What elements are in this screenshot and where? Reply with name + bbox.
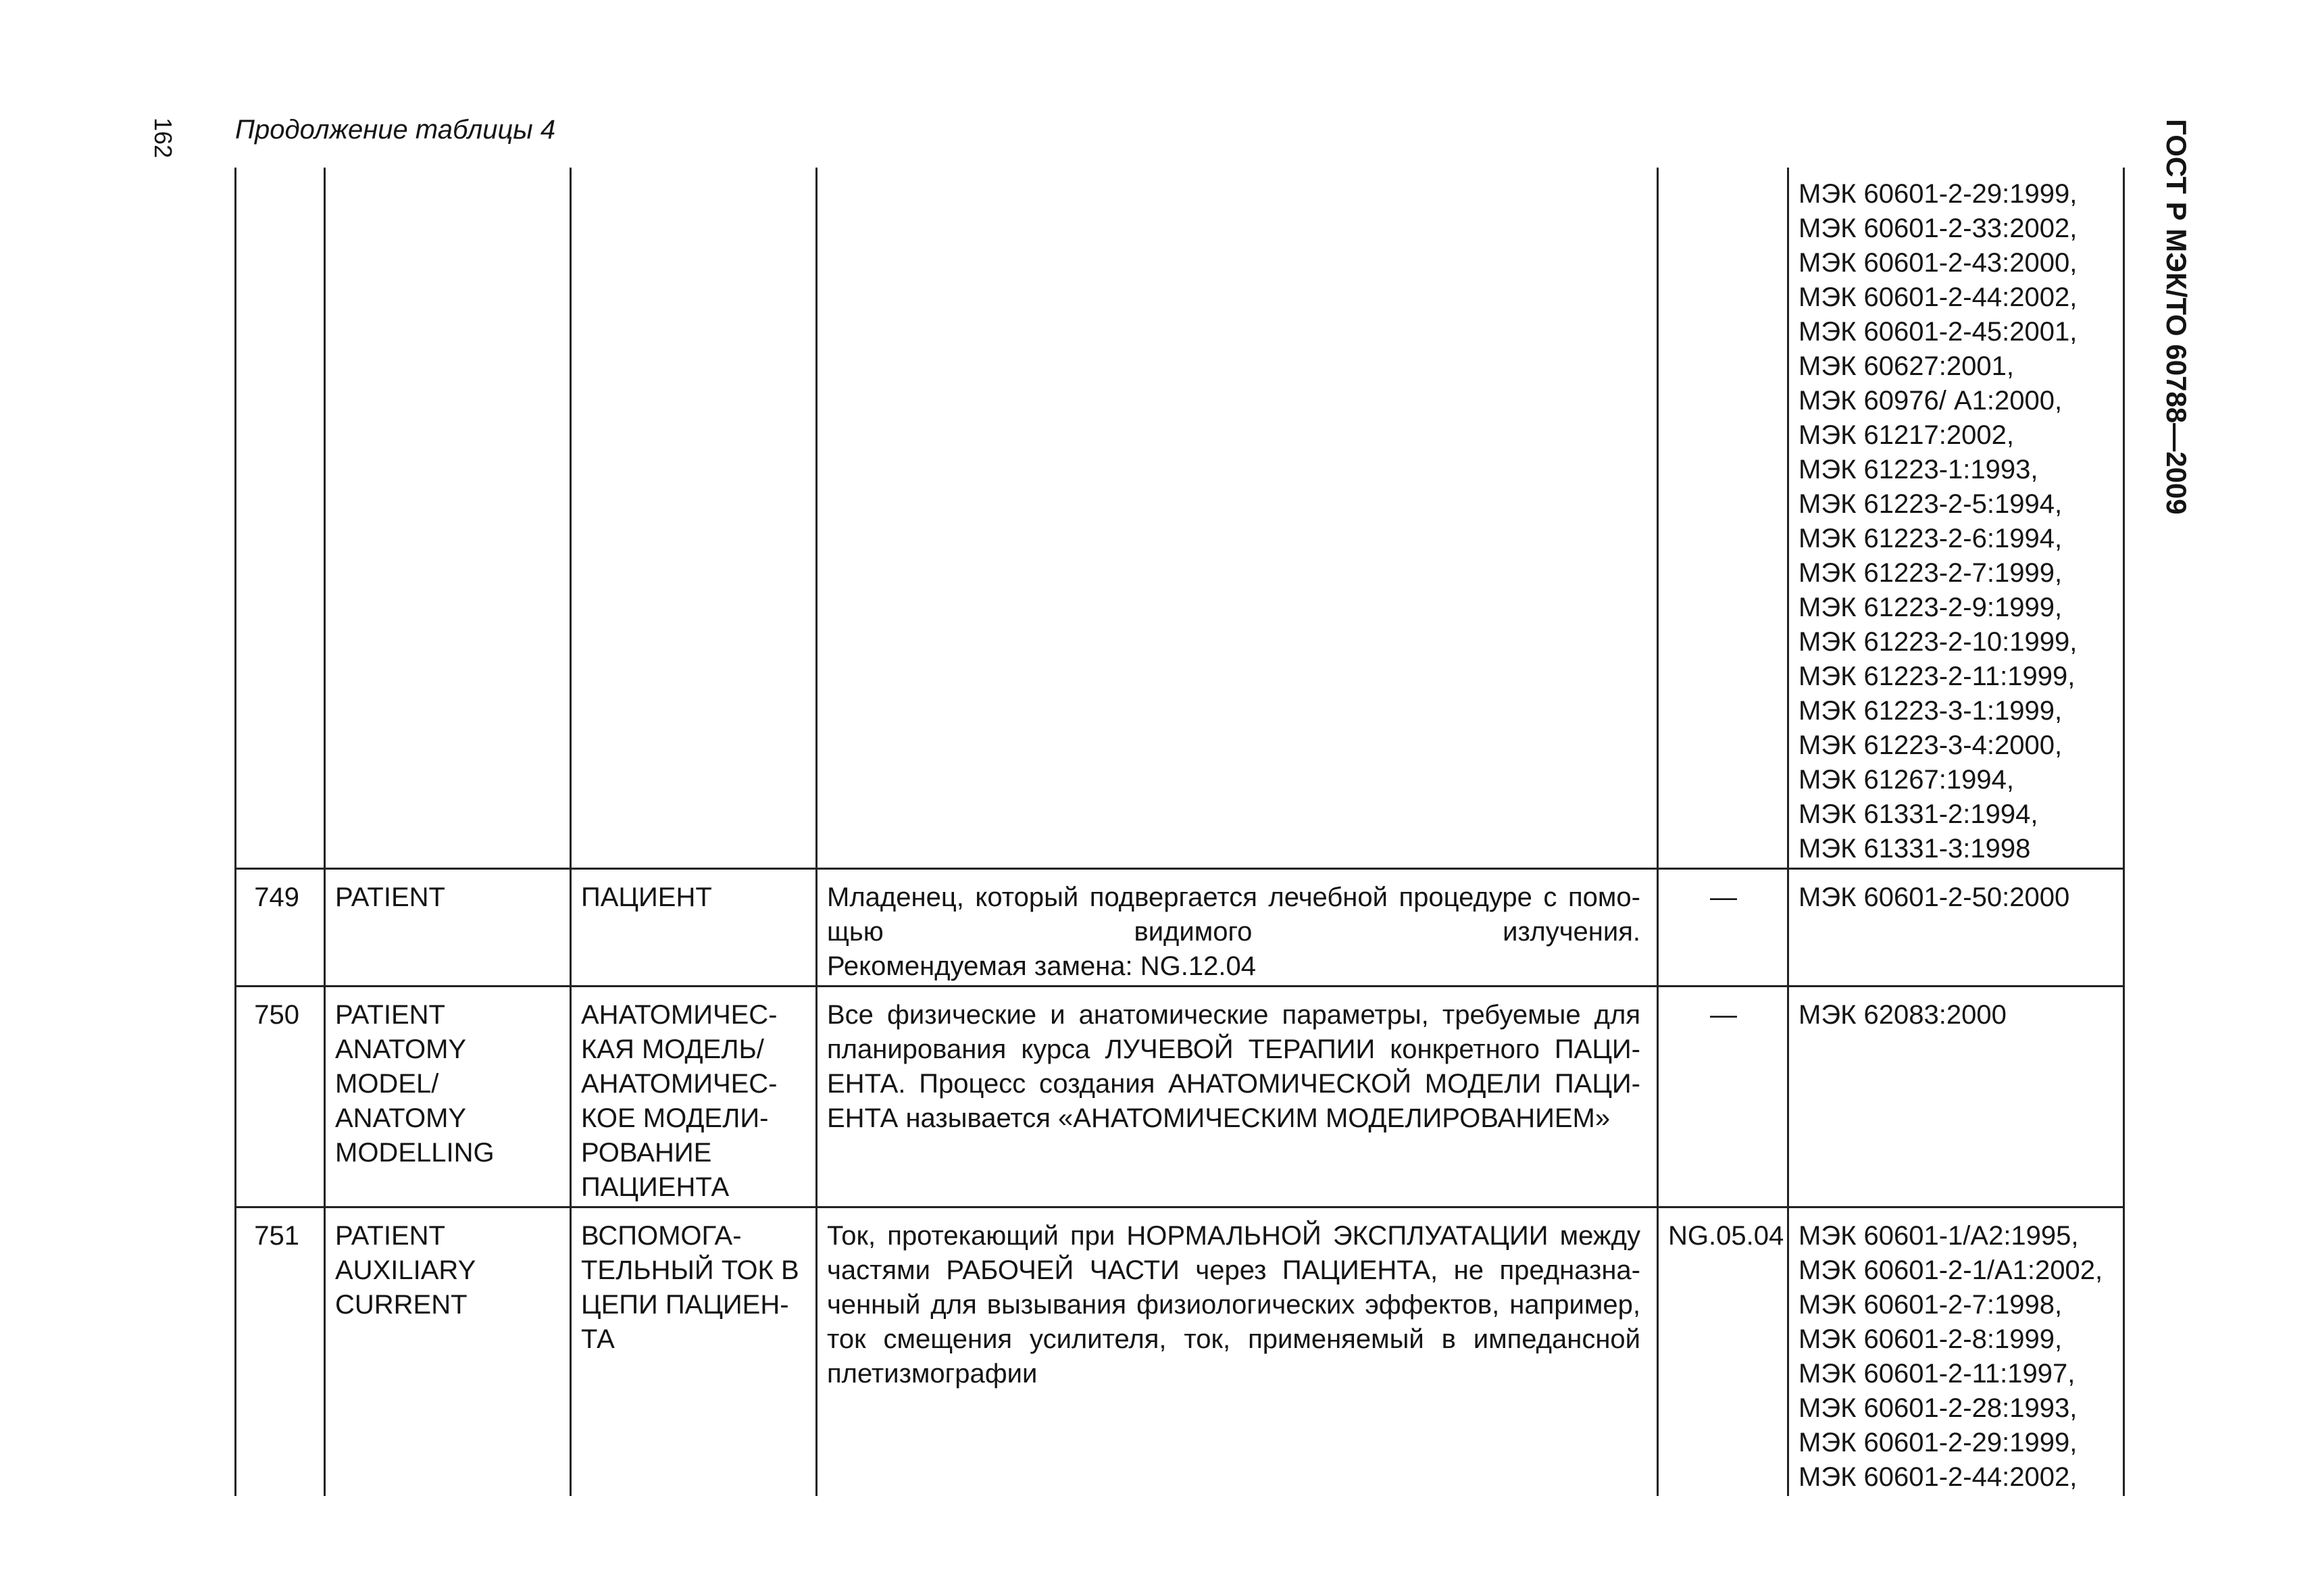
term-definition	[817, 869, 1658, 987]
page-number: 162	[149, 118, 177, 159]
term-russian-line: ПАЦИЕНТА	[581, 1172, 730, 1202]
term-definition-line: щью видимого излучения.	[827, 917, 1640, 947]
term-references-line: МЭК 60601-2-8:1999,	[1799, 1324, 2063, 1354]
term-english	[325, 168, 571, 869]
term-definition-line: Ток, протекающий при НОРМАЛЬНОЙ ЭКСПЛУАТАЦИИ между	[827, 1221, 1640, 1251]
term-references-line: МЭК 61331-3:1998	[1799, 834, 2031, 864]
term-russian	[571, 869, 817, 987]
table-caption: Продолжение таблицы 4	[235, 115, 556, 145]
term-references-line: МЭК 60601-2-7:1998,	[1799, 1290, 2063, 1320]
term-number	[236, 168, 325, 869]
term-english	[325, 869, 571, 987]
term-english	[325, 1207, 571, 1497]
term-definition-line: ченный для вызывания физиологических эффектов, например,	[827, 1290, 1640, 1320]
term-russian-line: КОЕ МОДЕЛИ-	[581, 1103, 769, 1133]
term-references-line: МЭК 61223-2-9:1999,	[1799, 593, 2063, 622]
term-definition-line: Рекомендуемая замена: NG.12.04	[827, 951, 1256, 981]
table-row	[236, 987, 2124, 1207]
term-russian-line: ЦЕПИ ПАЦИЕН-	[581, 1290, 789, 1320]
term-number: 751	[236, 1207, 325, 1497]
term-definition-line: планирования курса ЛУЧЕВОЙ ТЕРАПИИ конкретного ПАЦИ-	[827, 1034, 1640, 1064]
term-references	[1788, 869, 2124, 987]
term-references-line: МЭК 61223-2-5:1994,	[1799, 489, 2063, 519]
term-references-line: МЭК 61267:1994,	[1799, 765, 2014, 795]
table-row	[236, 1207, 2124, 1497]
term-references-line: МЭК 61223-3-1:1999,	[1799, 696, 2063, 726]
term-russian-line: ТА	[581, 1324, 615, 1354]
term-code	[1658, 168, 1788, 869]
term-russian	[571, 987, 817, 1207]
term-english-line: PATIENT	[335, 882, 445, 912]
term-definition-line: Все физические и анатомические параметры, требуемые для	[827, 1000, 1640, 1030]
term-number: 750	[236, 987, 325, 1207]
term-definition-line: частями РАБОЧЕЙ ЧАСТИ через ПАЦИЕНТА, не предназна-	[827, 1255, 1640, 1285]
term-code: —	[1658, 869, 1788, 987]
term-references-line: МЭК 60601-2-33:2002,	[1799, 214, 2078, 243]
term-references-line: МЭК 61223-1:1993,	[1799, 455, 2038, 484]
term-definition	[817, 168, 1658, 869]
term-references-line: МЭК 61217:2002,	[1799, 420, 2014, 450]
term-russian-line: ВСПОМОГА-	[581, 1221, 742, 1251]
term-english-line: PATIENT	[335, 1000, 445, 1030]
term-references-line: МЭК 61223-2-7:1999,	[1799, 558, 2063, 588]
table-body	[236, 168, 2124, 1496]
term-english-line: PATIENT	[335, 1221, 445, 1251]
term-english	[325, 987, 571, 1207]
term-references-line: МЭК 61223-2-10:1999,	[1799, 627, 2078, 657]
term-russian-line: ТЕЛЬНЫЙ ТОК В	[581, 1255, 799, 1285]
term-russian-line: РОВАНИЕ	[581, 1138, 712, 1168]
term-references-line: МЭК 60601-2-43:2000,	[1799, 248, 2078, 278]
term-references-line: МЭК 60601-2-29:1999,	[1799, 179, 2078, 209]
term-references-line: МЭК 62083:2000	[1799, 1000, 2007, 1030]
term-english-line: MODELLING	[335, 1138, 495, 1168]
term-english-line: ANATOMY	[335, 1103, 467, 1133]
term-references-line: МЭК 61223-2-11:1999,	[1799, 662, 2076, 691]
term-definition-line: ток смещения усилителя, ток, применяемый в импедансной	[827, 1324, 1640, 1354]
term-references-line: МЭК 61331-2:1994,	[1799, 799, 2038, 829]
term-references-line: МЭК 60601-2-44:2002,	[1799, 1462, 2078, 1492]
term-references-line: МЭК 60601-1/А2:1995,	[1799, 1221, 2079, 1251]
term-references-line: МЭК 60601-2-28:1993,	[1799, 1393, 2078, 1423]
term-english-line: MODEL/	[335, 1069, 439, 1099]
term-russian	[571, 168, 817, 869]
term-definition-line: ЕНТА. Процесс создания АНАТОМИЧЕСКОЙ МОДЕЛИ ПАЦИ-	[827, 1069, 1640, 1099]
term-references-line: МЭК 60601-2-44:2002,	[1799, 282, 2078, 312]
term-references-line: МЭК 61223-3-4:2000,	[1799, 730, 2063, 760]
table-row	[236, 168, 2124, 869]
term-references	[1788, 168, 2124, 869]
term-russian-line: АНАТОМИЧЕС-	[581, 1000, 778, 1030]
term-references	[1788, 1207, 2124, 1497]
term-english-line: AUXILIARY	[335, 1255, 476, 1285]
term-russian-line: ПАЦИЕНТ	[581, 882, 712, 912]
term-references	[1788, 987, 2124, 1207]
term-code: —	[1658, 987, 1788, 1207]
term-russian-line: АНАТОМИЧЕС-	[581, 1069, 778, 1099]
term-definition-line: Младенец, который подвергается лечебной процедуре с помо-	[827, 882, 1640, 912]
term-russian	[571, 1207, 817, 1497]
term-references-line: МЭК 60601-2-45:2001,	[1799, 317, 2078, 347]
term-references-line: МЭК 61223-2-6:1994,	[1799, 524, 2063, 553]
term-references-line: МЭК 60601-2-11:1997,	[1799, 1359, 2076, 1389]
term-references-line: МЭК 60601-2-29:1999,	[1799, 1428, 2078, 1457]
term-references-line: МЭК 60601-2-50:2000	[1799, 882, 2070, 912]
term-references-line: МЭК 60627:2001,	[1799, 351, 2014, 381]
term-english-line: CURRENT	[335, 1290, 468, 1320]
term-definition	[817, 987, 1658, 1207]
document-code: ГОСТ Р МЭК/ТО 60788—2009	[2161, 119, 2192, 515]
term-code: NG.05.04	[1658, 1207, 1788, 1497]
term-definition-line: ЕНТА называется «АНАТОМИЧЕСКИМ МОДЕЛИРОВАНИЕМ»	[827, 1103, 1611, 1133]
term-references-line: МЭК 60976/ А1:2000,	[1799, 386, 2063, 416]
term-russian-line: КАЯ МОДЕЛЬ/	[581, 1034, 764, 1064]
term-definition	[817, 1207, 1658, 1497]
term-english-line: ANATOMY	[335, 1034, 467, 1064]
term-number: 749	[236, 869, 325, 987]
terms-table	[234, 168, 2125, 1496]
term-definition-line: плетизмографии	[827, 1359, 1038, 1389]
table-row	[236, 869, 2124, 987]
term-references-line: МЭК 60601-2-1/А1:2002,	[1799, 1255, 2103, 1285]
